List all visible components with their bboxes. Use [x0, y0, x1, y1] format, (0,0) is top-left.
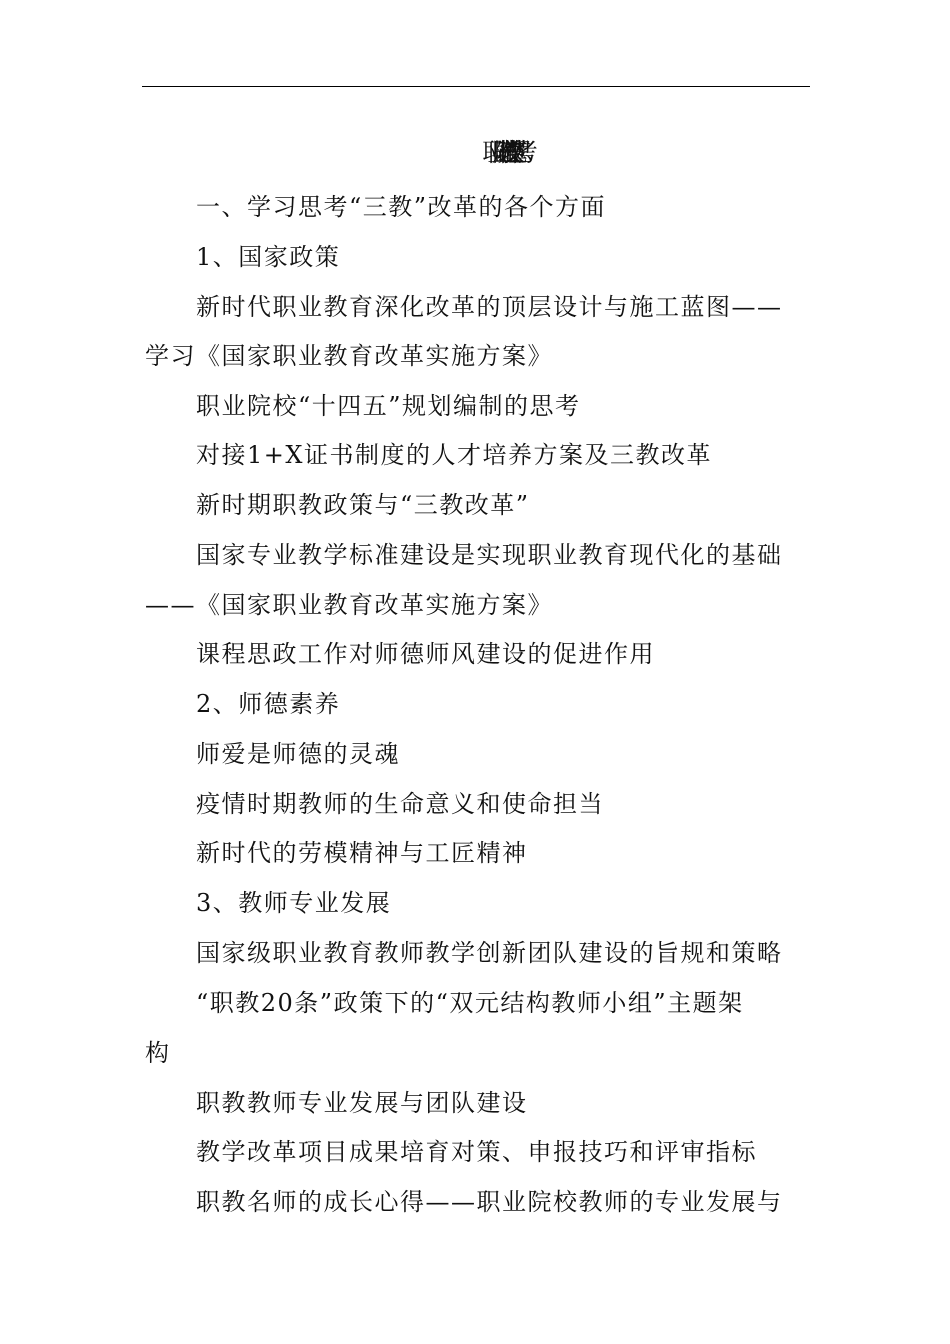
- list-item: 国家专业教学标准建设是实现职业教育现代化的基础: [196, 541, 783, 569]
- subsection-heading-development: 3、教师专业发展: [196, 889, 392, 917]
- list-item: 教学改革项目成果培育对策、申报技巧和评审指标: [196, 1138, 757, 1166]
- list-item: 新时期职教政策与“三教改革”: [196, 491, 530, 519]
- section-heading-1: 一、学习思考“三教”改革的各个方面: [196, 193, 607, 221]
- list-item: “职教20条”政策下的“双元结构教师小组”主题架: [196, 989, 744, 1017]
- list-item: 新时代职业教育深化改革的顶层设计与施工蓝图——: [196, 293, 783, 321]
- list-item: 职业院校“十四五”规划编制的思考: [196, 392, 581, 420]
- list-item: 师爱是师德的灵魂: [196, 740, 400, 768]
- list-item-continuation: ——《国家职业教育改革实施方案》: [145, 591, 553, 619]
- list-item-continuation: 学习《国家职业教育改革实施方案》: [145, 342, 553, 370]
- list-item: 对接1+X证书制度的人才培养方案及三教改革: [196, 441, 712, 469]
- list-item: 课程思政工作对师德师风建设的促进作用: [196, 640, 655, 668]
- list-item: 新时代的劳模精神与工匠精神: [196, 839, 528, 867]
- subsection-heading-ethics: 2、师德素养: [196, 690, 341, 718]
- list-item: 疫情时期教师的生命意义和使命担当: [196, 790, 604, 818]
- document-title: 职业院校“三教”改革思考: [482, 138, 518, 167]
- list-item: 职教名师的成长心得——职业院校教师的专业发展与: [196, 1188, 783, 1216]
- list-item-continuation: 构: [145, 1039, 171, 1067]
- list-item: 国家级职业教育教师教学创新团队建设的旨规和策略: [196, 939, 783, 967]
- header-rule: [142, 86, 810, 87]
- subsection-heading-policy: 1、国家政策: [196, 243, 341, 271]
- list-item: 职教教师专业发展与团队建设: [196, 1089, 528, 1117]
